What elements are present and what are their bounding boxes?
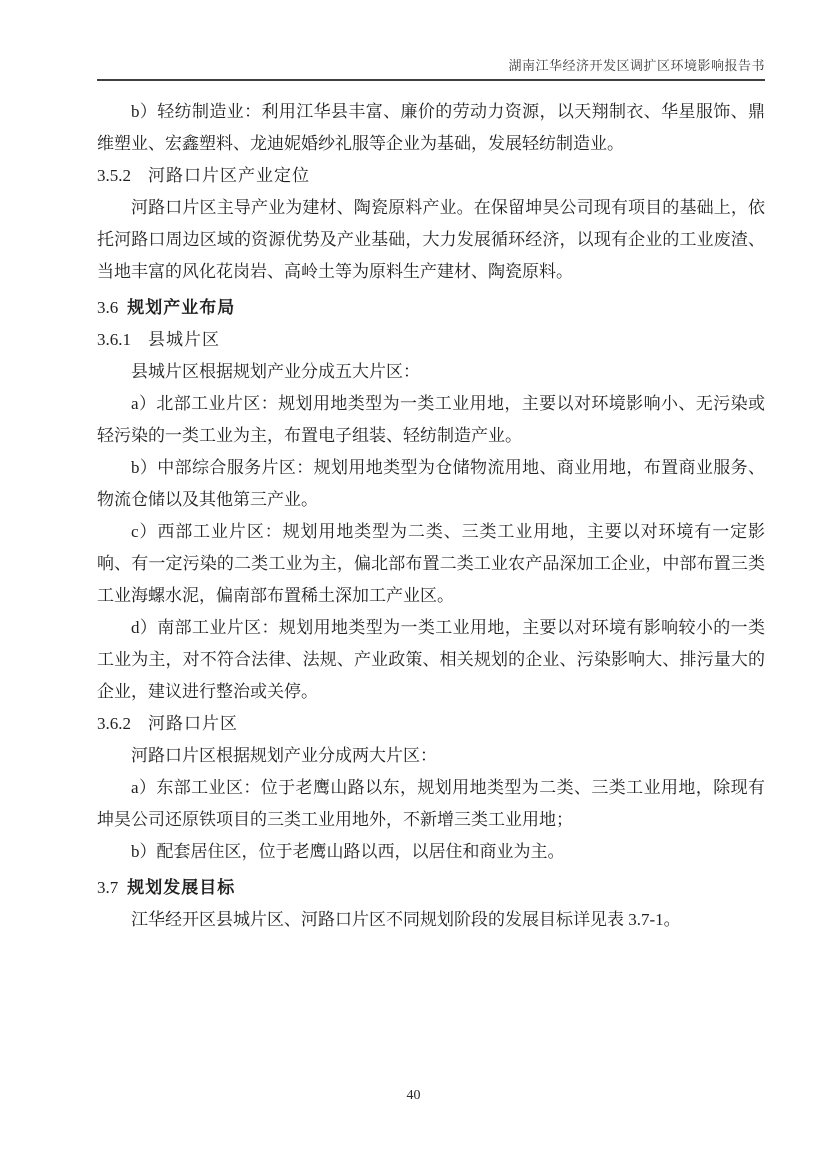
paragraph: d）南部工业片区：规划用地类型为一类工业用地，主要以对环境有影响较小的一类工业为主，对不符合法律、法规、产业政策、相关规划的企业、污染影响大、排污量大的企业，建议进行整治或关停。 (97, 618, 765, 701)
section-title: 河路口片区 (148, 714, 238, 733)
paragraph: 河路口片区主导产业为建材、陶瓷原料产业。在保留坤昊公司现有项目的基础上，依托河路口周边区域的资源优势及产业基础，大力发展循环经济，以现有企业的工业废渣、当地丰富的风化花岗岩、高岭土等为原料生产建材、陶瓷原料。 (97, 198, 765, 281)
section-number: 3.5.2 (97, 166, 131, 185)
paragraph: b）轻纺制造业：利用江华县丰富、廉价的劳动力资源，以天翔制衣、华星服饰、鼎维塑业、宏鑫塑料、龙迪妮婚纱礼服等企业为基础，发展轻纺制造业。 (97, 102, 765, 153)
paragraph: a）北部工业片区：规划用地类型为一类工业用地，主要以对环境影响小、无污染或轻污染的一类工业为主，布置电子组装、轻纺制造产业。 (97, 394, 765, 445)
header-divider (97, 79, 765, 81)
paragraph: b）配套居住区，位于老鹰山路以西，以居住和商业为主。 (131, 842, 565, 861)
document-body (97, 96, 765, 936)
section-heading (97, 292, 765, 324)
paragraph: 河路口片区根据规划产业分成两大片区： (131, 746, 437, 765)
section-title: 县城片区 (148, 330, 220, 349)
section-title: 河路口片区产业定位 (148, 166, 310, 185)
section-heading (97, 872, 765, 904)
paragraph: c）西部工业片区：规划用地类型为二类、三类工业用地，主要以对环境有一定影响、有一定污染的二类工业为主，偏北部布置二类工业农产品深加工企业，中部布置三类工业海螺水泥，偏南部布置稀土深加工产业区。 (97, 522, 765, 605)
paragraph: a）东部工业区：位于老鹰山路以东，规划用地类型为二类、三类工业用地，除现有坤昊公司还原铁项目的三类工业用地外，不新增三类工业用地； (97, 778, 765, 829)
section-heading (97, 160, 765, 192)
paragraph: 江华经开区县城片区、河路口片区不同规划阶段的发展目标详见表 3.7-1。 (131, 910, 681, 929)
running-header: 湖南江华经济开发区调扩区环境影响报告书 (508, 58, 765, 73)
paragraph: 县城片区根据规划产业分成五大片区： (131, 362, 420, 381)
section-number: 3.7 (97, 878, 119, 897)
section-number: 3.6 (97, 298, 119, 317)
paragraph: b）中部综合服务片区：规划用地类型为仓储物流用地、商业用地，布置商业服务、物流仓储以及其他第三产业。 (97, 458, 765, 509)
section-heading (97, 324, 765, 356)
section-number: 3.6.1 (97, 330, 131, 349)
section-title: 规划发展目标 (127, 878, 236, 897)
section-heading (97, 708, 765, 740)
page-number: 40 (406, 1088, 421, 1103)
section-title: 规划产业布局 (127, 298, 236, 317)
section-number: 3.6.2 (97, 714, 131, 733)
